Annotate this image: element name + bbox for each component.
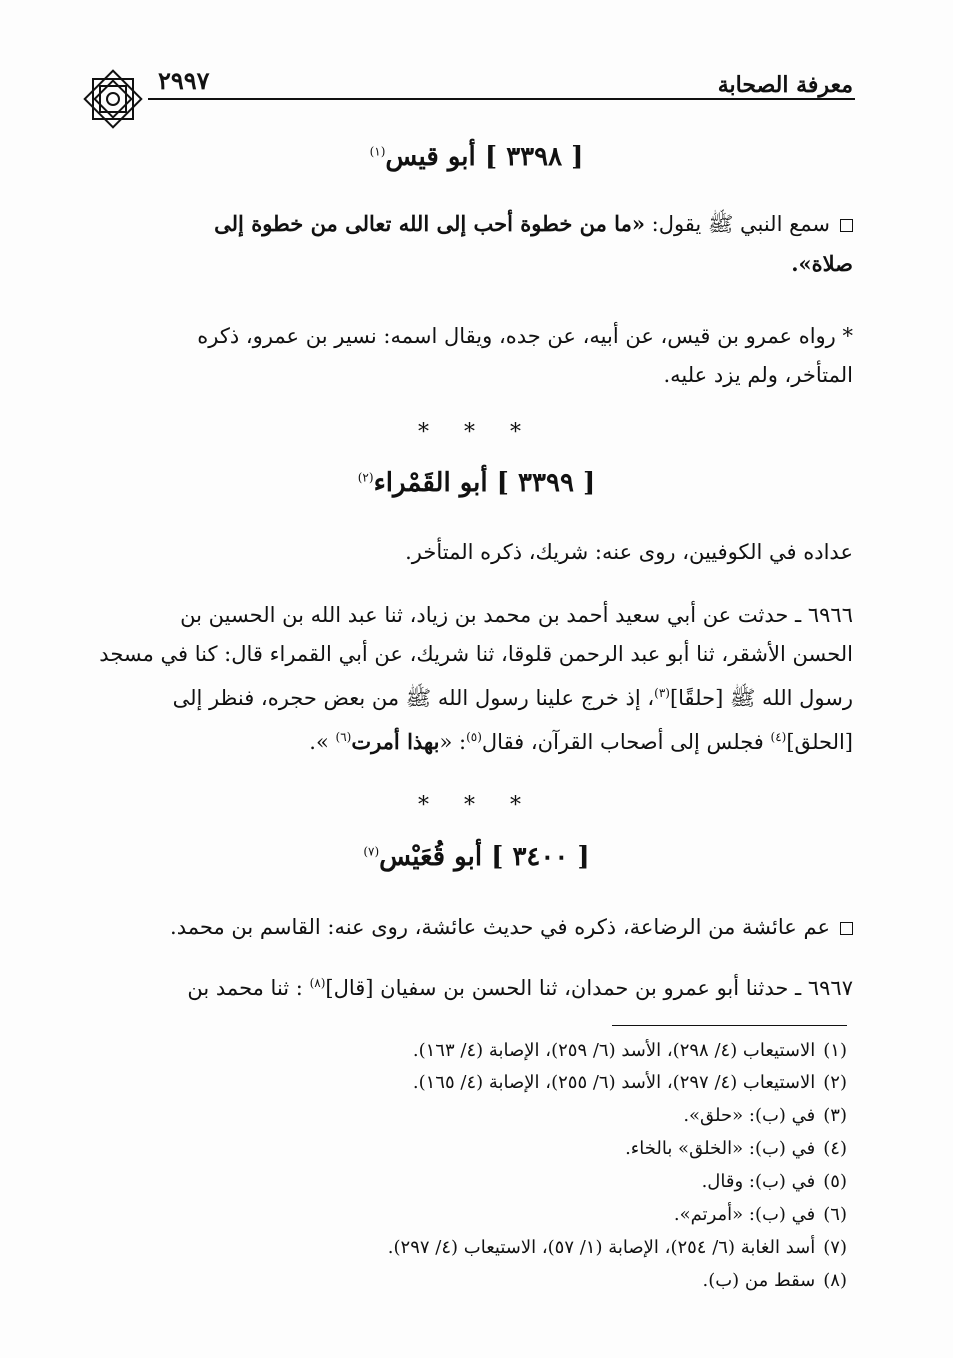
square-marker-icon (840, 219, 853, 232)
footnote-rule (612, 1025, 847, 1026)
footnote-7: (٧)أسد الغابة (٦/ ٢٥٤)، الإصابة (١/ ٥٧)، الاستيعاب (٤/ ٢٩٧). (387, 1237, 847, 1258)
header-rule (148, 98, 855, 100)
page-number: ٢٩٩٧ (158, 66, 210, 95)
entry-3399-intro: عداده في الكوفيين، روى عنه: شريك، ذكره المتأخر. (405, 540, 853, 564)
entry-3399-hadith: ٦٩٦٦ ـ حدثت عن أبي سعيد أحمد بن محمد بن زياد، ثنا عبد الله بن الحسين بن الحسن الأشقر، ثنا أبو عبد الرحمن قلوقا، ثنا شريك، عن أبي القمراء قال: كنا في مسجد رسول الله ﷺ [حلقًا]$^{(٣)}$، إذ خرج علينا رسول الله ﷺ من بعض حجره، فنظر إلى [الحلق]$^{(٤)}$ فجلس إلى أصحاب القرآن، فقال$^{(٥)}$: «بهذا أمرت$^{(٦)}$ ». (99, 603, 853, 754)
entry-3398-note: * رواه عمرو بن قيس، عن أبيه، عن جده، ويقال اسمه: نسير بن عمرو، ذكره المتأخر، ولم يزد عليه. (197, 324, 853, 387)
footnote-3: (٣)في (ب): «حلق». (683, 1105, 847, 1126)
running-title: معرفة الصحابة (717, 72, 853, 98)
footnote-2: (٢)الاستيعاب (٤/ ٢٩٧)، الأسد (٦/ ٢٥٥)، الإصابة (٤/ ١٦٥). (412, 1072, 847, 1093)
entry-3400-intro: عم عائشة من الرضاعة، ذكره في حديث عائشة، روى عنه: القاسم بن محمد. (93, 908, 853, 947)
entry-3400-hadith: ٦٩٦٧ ـ حدثنا أبو عمرو بن حمدان، ثنا الحسن بن سفيان [قال]$^{(٨)}$ : ثنا محمد بن (187, 976, 853, 1000)
footnote-4: (٤)في (ب): «الخلق» بالخاء. (625, 1138, 847, 1159)
entry-3398-hadith: سمع النبي ﷺ يقول: «ما من خطوة أحب إلى الله تعالى من خطوة إلى صلاة». (214, 211, 853, 276)
square-marker-icon (840, 922, 853, 935)
entry-heading-3400: [ ٣٤٠٠ ] أبو قُعَيْس$^{(٧)}$ (363, 842, 590, 872)
section-separator: * * * (418, 420, 535, 445)
entry-heading-3399: [ ٣٣٩٩ ] أبو القَمْراء$^{(٢)}$ (357, 468, 596, 498)
footnote-6: (٦)في (ب): «أمرتم». (673, 1204, 847, 1225)
star-ornament-icon (80, 66, 146, 132)
section-separator: * * * (418, 793, 535, 818)
entry-heading-3398: [ ٣٣٩٨ ] أبو قيس$^{(١)}$ (369, 142, 584, 172)
footnote-8: (٨)سقط من (ب). (702, 1270, 847, 1291)
footnote-1: (١)الاستيعاب (٤/ ٢٩٨)، الأسد (٦/ ٢٥٩)، الإصابة (٤/ ١٦٣). (412, 1040, 847, 1061)
footnote-5: (٥)في (ب): وقال. (701, 1171, 847, 1192)
